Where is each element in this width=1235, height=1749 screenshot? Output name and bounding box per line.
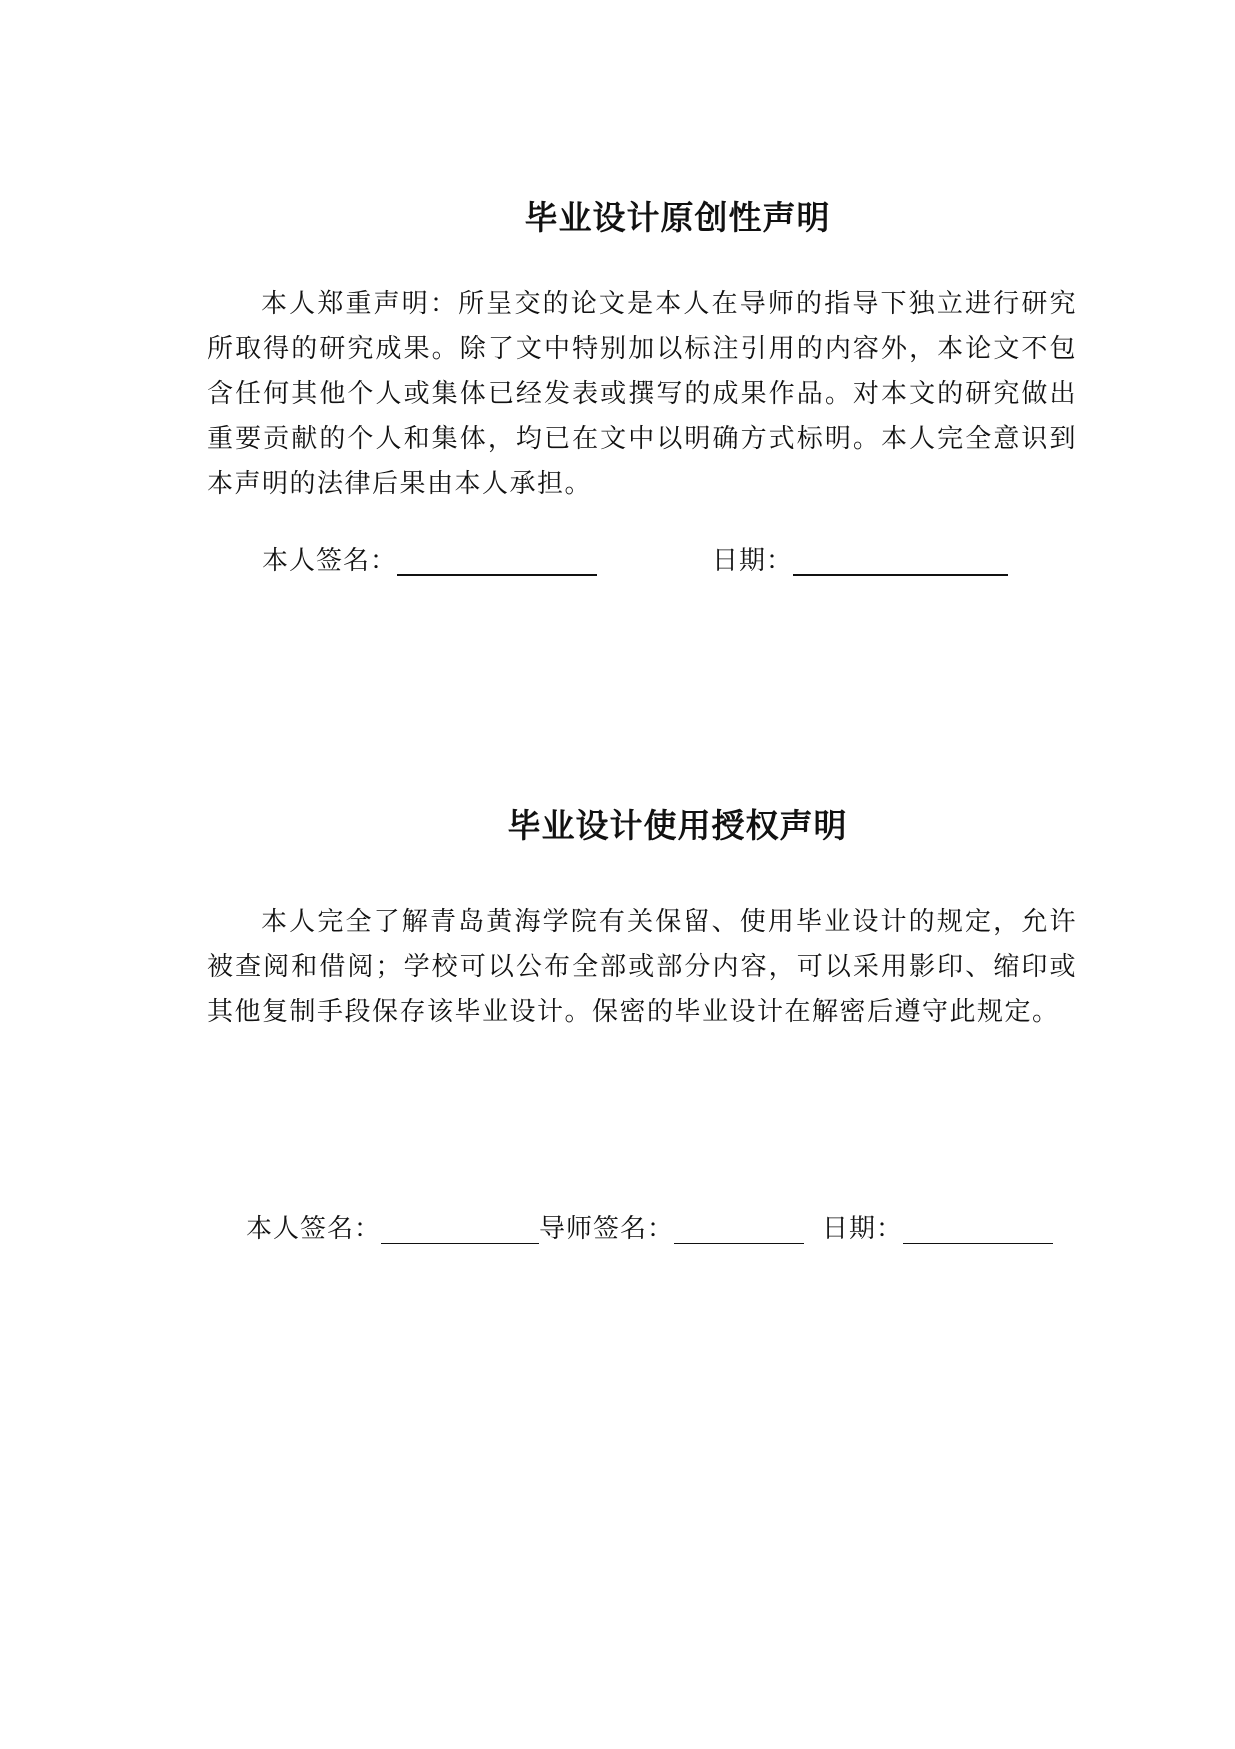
authorization-signature-label: 本人签名： [246, 1214, 382, 1244]
authorization-date-label: 日期： [822, 1214, 904, 1244]
authorization-title: 毕业设计使用授权声明 [507, 806, 848, 845]
originality-date-label: 日期： [712, 546, 794, 576]
originality-signature-field [262, 541, 597, 581]
originality-signature-label: 本人签名： [262, 546, 398, 576]
originality-date-blank[interactable] [793, 544, 1008, 576]
originality-date-field [712, 541, 1008, 581]
authorization-signature-blank[interactable] [381, 1213, 539, 1244]
authorization-paragraph: 本人完全了解青岛黄海学院有关保留、使用毕业设计的规定，允许被查阅和借阅；学校可以公布全部或部分内容，可以采用影印、缩印或其他复制手段保存该毕业设计。保密的毕业设计在解密后遵守此规定。 [207, 907, 1077, 1027]
originality-title: 毕业设计原创性声明 [524, 198, 831, 237]
authorization-advisor-label: 导师签名： [539, 1214, 675, 1244]
authorization-advisor-blank[interactable] [674, 1213, 804, 1244]
originality-signature-blank[interactable] [397, 544, 597, 576]
authorization-date-blank[interactable] [903, 1213, 1053, 1244]
authorization-signature-row [246, 1209, 1053, 1249]
originality-paragraph: 本人郑重声明：所呈交的论文是本人在导师的指导下独立进行研究所取得的研究成果。除了文中特别加以标注引用的内容外，本论文不包含任何其他个人或集体已经发表或撰写的成果作品。对本文的研究做出重要贡献的个人和集体，均已在文中以明确方式标明。本人完全意识到本声明的法律后果由本人承担。 [207, 289, 1077, 499]
